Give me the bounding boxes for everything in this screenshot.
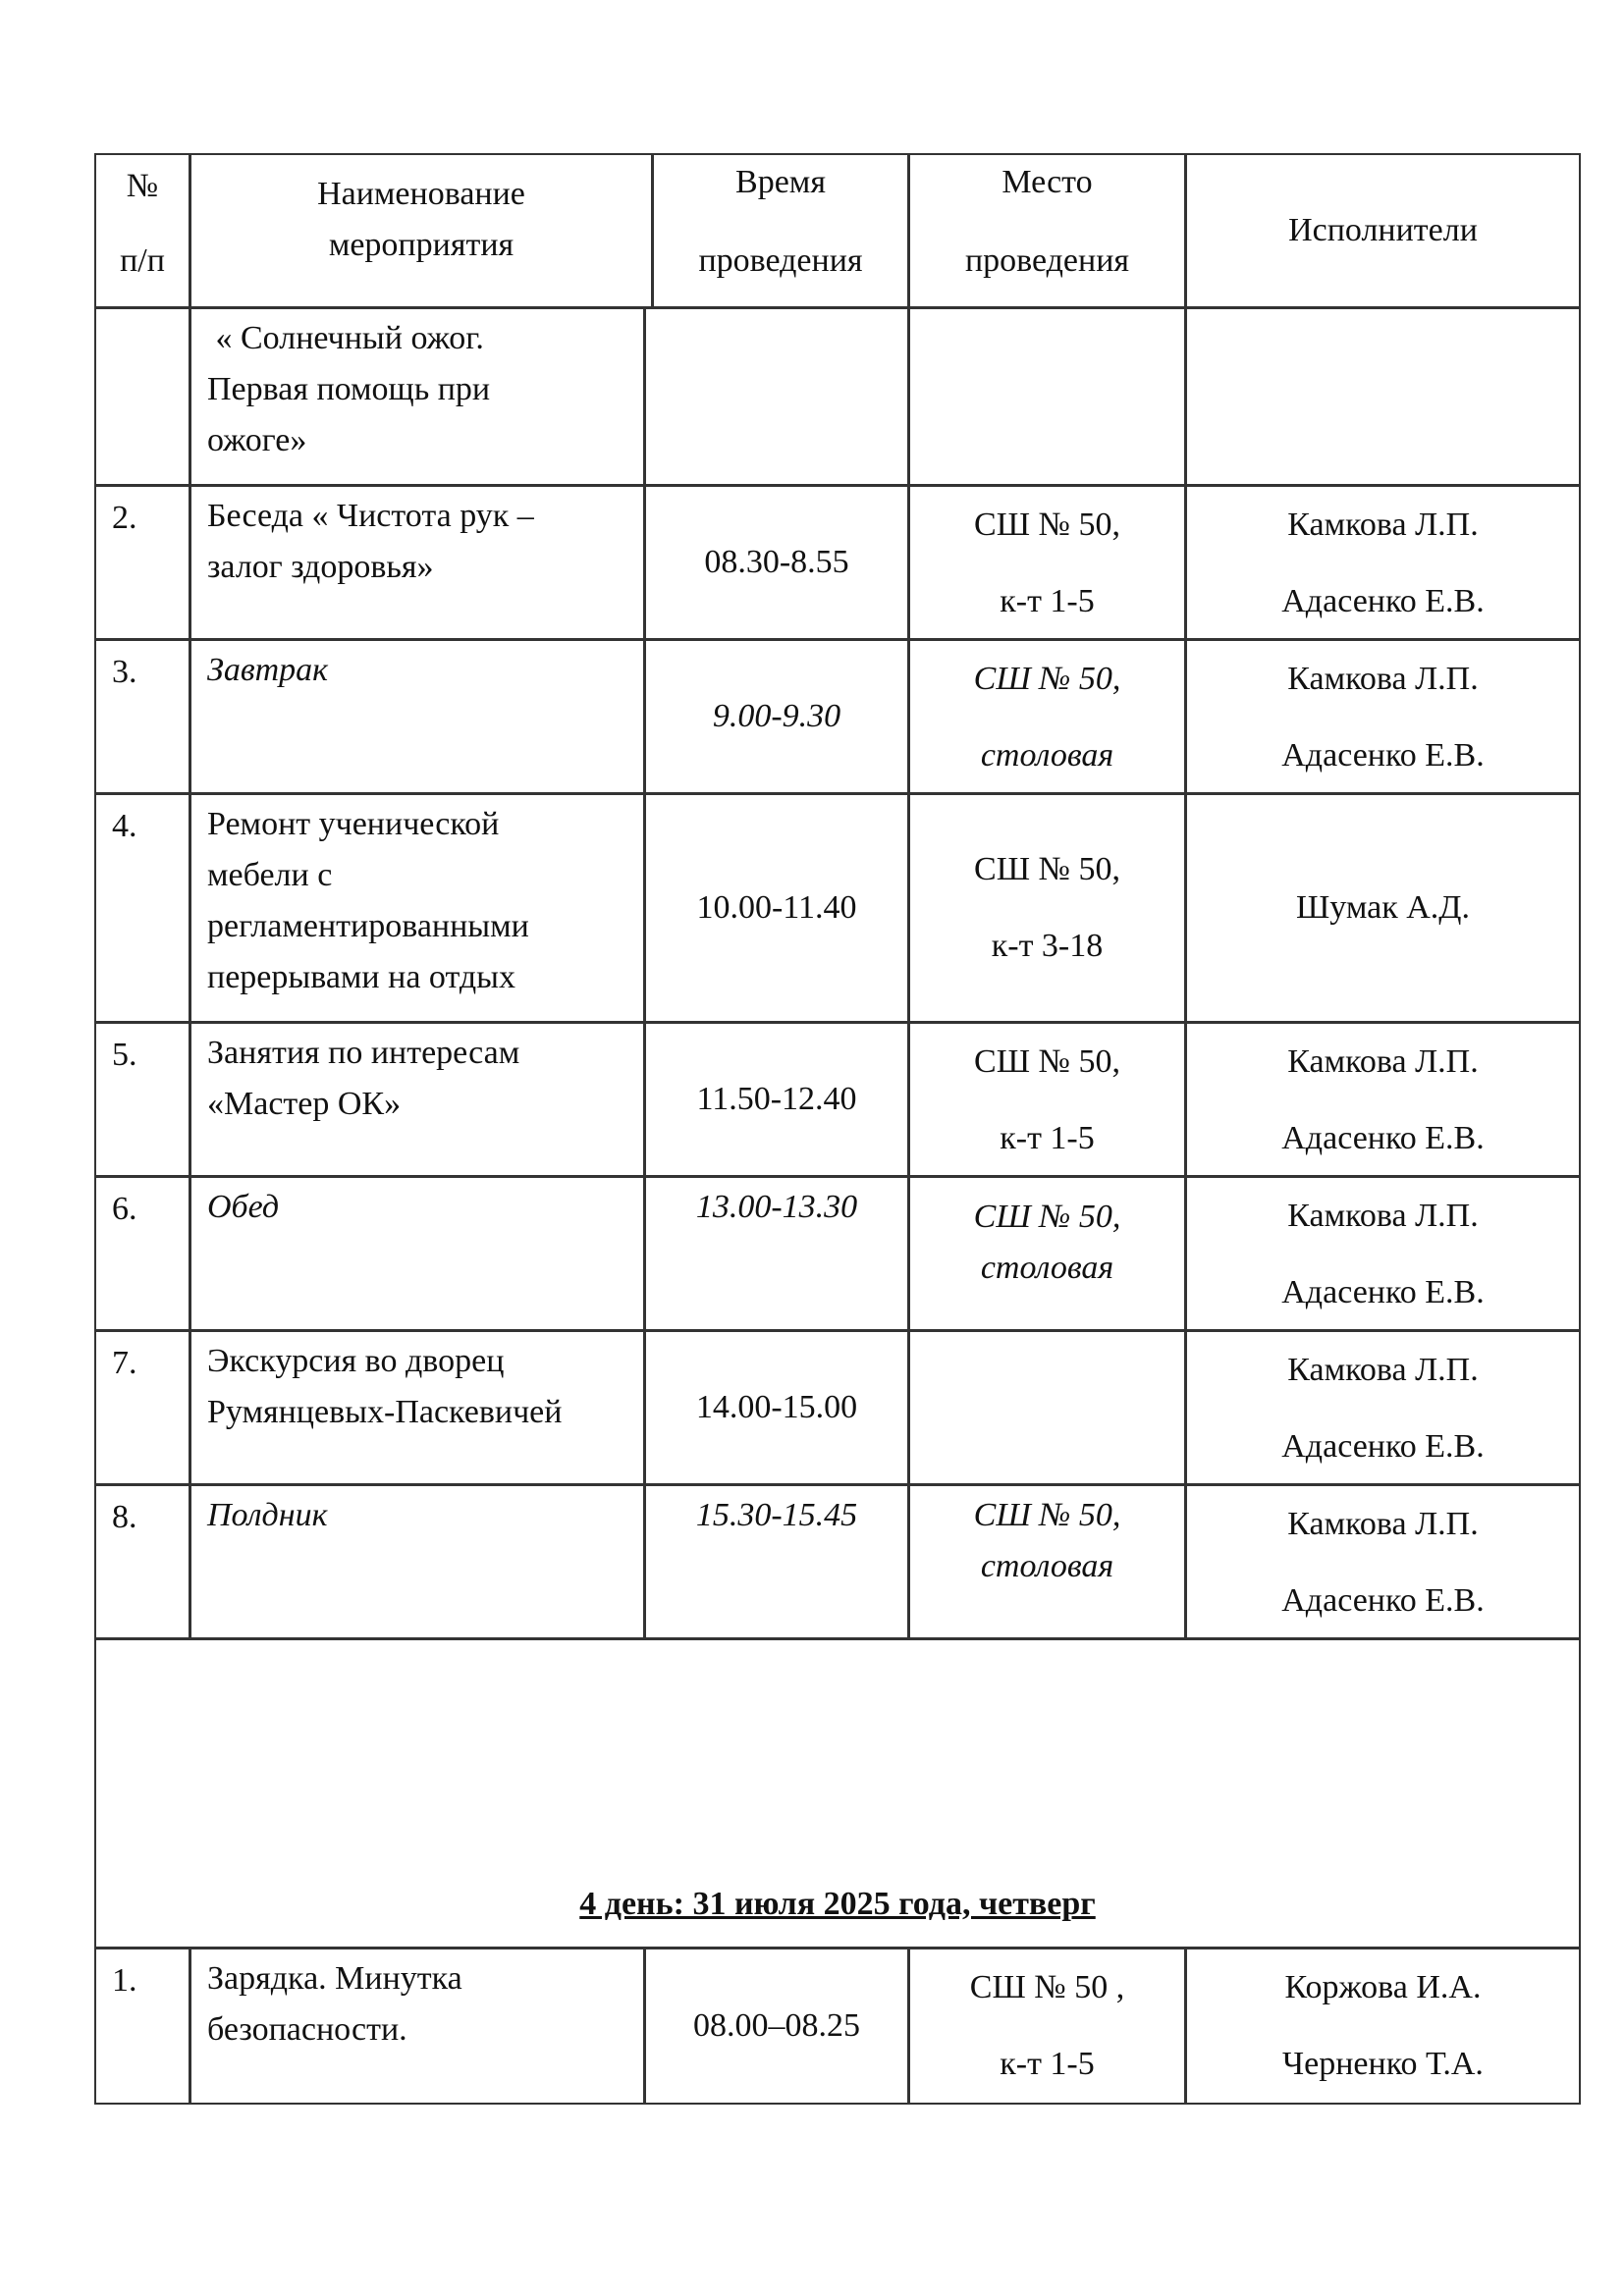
row-7-time [644,1330,909,1485]
row-5-exec-line2: Адасенко Е.В. [1281,1120,1485,1156]
day4-row-1-place-line2: к-т 1-5 [1000,2046,1095,2082]
row-5-place [908,1022,1186,1177]
row-2-name-line2: залог здоровья» [207,549,434,585]
row-5-time [644,1022,909,1177]
row-2-name [189,485,645,640]
row-2-name-line1: Беседа « Чистота рук – [207,498,534,534]
row-2-exec-line1: Камкова Л.П. [1287,507,1479,543]
cont-name-line3: ожоге» [207,422,307,458]
row-5-time-text: 11.50-12.40 [696,1081,857,1117]
row-6-time [644,1176,909,1331]
row-4-time-text: 10.00-11.40 [696,889,857,926]
row-7-name [189,1330,645,1485]
day4-row-1-name [189,1948,645,2105]
row-8-place [908,1484,1186,1639]
row-7-exec-line1: Камкова Л.П. [1287,1352,1479,1388]
row-8-name-line1: Полдник [207,1497,328,1533]
row-3-exec [1185,639,1581,794]
row-2-num: 2. [94,485,190,640]
row-8-place-line2: столовая [980,1548,1114,1584]
row-6-place-line1: СШ № 50, [973,1199,1121,1235]
row-3-time-text: 9.00-9.30 [712,698,841,734]
cont-name-line2: Первая помощь при [207,371,491,407]
header-name-line1: Наименование [317,176,525,212]
row-2-place-line1: СШ № 50, [974,507,1120,543]
row-4-name-line4: перерывами на отдых [207,959,516,995]
day4-row-1-num: 1. [94,1948,190,2105]
row-5-exec [1185,1022,1581,1177]
row-3-exec-line1: Камкова Л.П. [1287,661,1479,697]
header-time-line2: проведения [698,242,863,279]
header-executors-label: Исполнители [1288,212,1478,248]
header-executors-cell [1185,153,1581,308]
cont-exec-cell [1185,307,1581,486]
day4-row-1-exec-line1: Коржова И.А. [1284,1969,1482,2005]
row-5-name-line1: Занятия по интересам [207,1035,520,1071]
row-3-num: 3. [94,639,190,794]
row-6-exec [1185,1176,1581,1331]
row-8-time [644,1484,909,1639]
header-num-label: п/п [120,242,165,279]
day-heading-cell [94,1638,1581,1949]
row-7-exec [1185,1330,1581,1485]
header-time-cell [652,153,909,308]
row-4-time [644,793,909,1023]
cont-time-cell [644,307,909,486]
row-4-name-line1: Ремонт ученической [207,806,500,842]
row-6-exec-line1: Камкова Л.П. [1287,1198,1479,1234]
schedule-table [95,154,1581,2109]
header-place-line2: проведения [964,242,1130,279]
row-8-num: 8. [94,1484,190,1639]
row-4-name [189,793,645,1023]
header-num-symbol: № [126,168,159,204]
row-3-name [189,639,645,794]
row-7-time-text: 14.00-15.00 [695,1389,858,1425]
row-8-place-line1: СШ № 50, [973,1497,1121,1533]
row-7-num: 7. [94,1330,190,1485]
row-2-place [908,485,1186,640]
row-7-place [908,1330,1186,1485]
row-3-name-line1: Завтрак [207,652,329,688]
row-4-exec-line1: Шумак А.Д. [1296,889,1470,926]
row-6-exec-line2: Адасенко Е.В. [1281,1274,1485,1310]
row-4-place-line2: к-т 3-18 [991,928,1104,964]
header-place-cell [908,153,1186,308]
row-4-name-line2: мебели с [207,857,333,893]
row-5-num: 5. [94,1022,190,1177]
day4-row-1-place [908,1948,1186,2105]
row-7-exec-line2: Адасенко Е.В. [1281,1428,1485,1465]
row-2-exec-line2: Адасенко Е.В. [1281,583,1485,619]
row-2-exec [1185,485,1581,640]
row-5-exec-line1: Камкова Л.П. [1287,1043,1479,1080]
row-4-num: 4. [94,793,190,1023]
row-4-place [908,793,1186,1023]
header-time-line1: Время [735,164,826,200]
day4-row-1-exec-line2: Черненко Т.А. [1282,2046,1484,2082]
row-3-time [644,639,909,794]
row-8-exec-line1: Камкова Л.П. [1287,1506,1479,1542]
row-3-place-line1: СШ № 50, [973,661,1121,697]
row-2-time-text: 08.30-8.55 [704,544,849,580]
row-6-time-text: 13.00-13.30 [695,1189,858,1225]
row-5-place-line1: СШ № 50, [974,1043,1120,1080]
row-3-place [908,639,1186,794]
row-4-name-line3: регламентированными [207,908,529,944]
row-6-place-line2: столовая [980,1250,1114,1286]
row-6-name-line1: Обед [207,1189,280,1225]
row-3-exec-line2: Адасенко Е.В. [1281,737,1485,774]
row-2-place-line2: к-т 1-5 [1000,583,1095,619]
day4-row-1-exec [1185,1948,1581,2105]
row-6-place [908,1176,1186,1331]
header-num-cell [94,153,190,308]
row-2-time [644,485,909,640]
cont-place-cell [908,307,1186,486]
row-6-num: 6. [94,1176,190,1331]
row-4-place-line1: СШ № 50, [974,851,1120,887]
day4-row-1-place-line1: СШ № 50 , [969,1969,1125,2005]
day4-row-1-name-line1: Зарядка. Минутка [207,1960,462,1997]
row-8-exec-line2: Адасенко Е.В. [1281,1582,1485,1619]
row-8-name [189,1484,645,1639]
day-heading: 4 день: 31 июля 2025 года, четверг [579,1886,1096,1922]
header-name-cell [189,153,653,308]
row-8-exec [1185,1484,1581,1639]
header-place-line1: Место [1001,164,1093,200]
cont-num-cell [94,307,190,486]
row-5-name [189,1022,645,1177]
row-8-time-text: 15.30-15.45 [695,1497,858,1533]
row-7-name-line2: Румянцевых-Паскевичей [207,1394,563,1430]
cont-name-cell [189,307,645,486]
row-5-name-line2: «Мастер ОК» [207,1086,402,1122]
row-3-place-line2: столовая [980,737,1114,774]
row-4-exec [1185,793,1581,1023]
cont-name-line1: « Солнечный ожог. [207,320,484,356]
header-name-line2: мероприятия [328,227,514,263]
day4-row-1-name-line2: безопасности. [207,2011,407,2048]
row-5-place-line2: к-т 1-5 [1000,1120,1095,1156]
row-6-name [189,1176,645,1331]
row-7-name-line1: Экскурсия во дворец [207,1343,505,1379]
day4-row-1-time-text: 08.00–08.25 [693,2007,860,2044]
day4-row-1-time [644,1948,909,2105]
